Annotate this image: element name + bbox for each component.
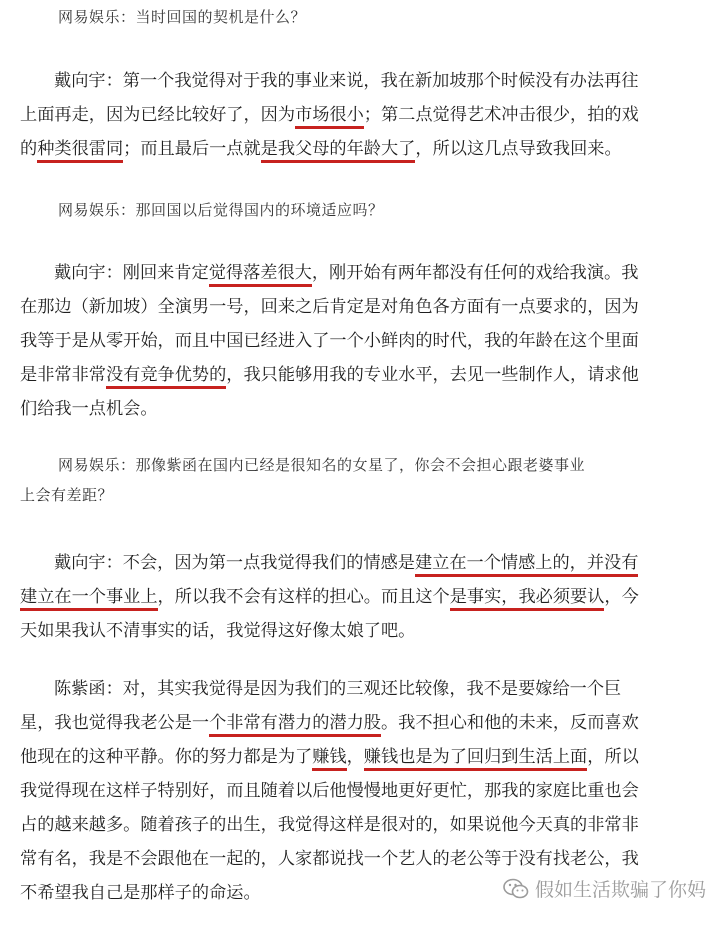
answer-4-line-4: 我觉得现在这样子特别好，而且随着以后他慢慢地更好更忙，那我的家庭比重也会	[20, 781, 639, 801]
text-segment: 。我不担心和他的未来，反而喜欢	[380, 713, 639, 733]
text-segment: 是非常非常	[20, 365, 106, 385]
highlight-underline: 没有竞争优势的	[106, 365, 226, 389]
text-segment: ，	[346, 747, 364, 767]
text-segment: 星，我也觉得我老公是一	[20, 713, 210, 733]
answer-1-line-1: 戴向宇：第一个我觉得对于我的事业来说，我在新加坡那个时候没有办法再往	[54, 71, 639, 91]
answer-3-line-1	[20, 546, 710, 580]
text-segment: ，刚开始有两年都没有任何的戏给我演。我	[311, 263, 639, 283]
text-segment: 上面再走，因为已经比较好了，因为	[20, 105, 296, 125]
answer-1-line-2	[20, 98, 710, 132]
text-segment: 的	[20, 139, 38, 159]
answer-2-line-1	[20, 256, 710, 290]
answer-3-line-2	[20, 580, 710, 614]
text-segment: 戴向宇：刚回来肯定	[54, 263, 209, 283]
text-segment: ；而且最后一点就	[123, 139, 261, 159]
answer-4-line-3	[20, 740, 710, 774]
wechat-icon	[503, 878, 529, 900]
highlight-underline: 建立在一个事业上	[20, 587, 158, 611]
highlight-underline: 是我父母的年龄大了	[261, 139, 416, 163]
answer-1	[20, 64, 710, 166]
text-segment: 戴向宇：不会，因为第一点我觉得我们的情感是	[54, 553, 415, 573]
answer-2	[20, 256, 710, 426]
text-segment: ，我只能够用我的专业水平，去见一些制作人，请求他	[226, 365, 639, 385]
answer-3-line-3: 天如果我认不清事实的话，我觉得这好像太娘了吧。	[20, 621, 416, 641]
text-segment: ，所以这几点导致我回来。	[415, 139, 622, 159]
question-3-line-1: 网易娱乐：那像紫函在国内已经是很知名的女星了，你会不会担心跟老婆事业	[58, 456, 586, 474]
highlight-underline: 种类很雷同	[37, 139, 123, 163]
answer-4-line-5: 占的越来越多。随着孩子的出生，我觉得这样是很对的，如果说他今天真的非常非	[20, 815, 639, 835]
answer-2-line-3: 我等于是从零开始，而且中国已经进入了一个小鲜肉的时代，我的年龄在这个里面	[20, 331, 639, 351]
question-3	[20, 450, 710, 510]
highlight-underline: 是事实，我必须要认	[450, 587, 605, 611]
answer-4-line-7: 不希望我自己是那样子的命运。	[20, 883, 261, 903]
answer-1-line-3	[20, 132, 710, 166]
highlight-underline: 建立在一个情感上的，并没有	[415, 553, 638, 577]
answer-4-line-2	[20, 706, 710, 740]
highlight-underline: 赚钱	[312, 747, 346, 771]
watermark-text: 假如生活欺骗了你妈	[534, 879, 706, 901]
text-segment: ；第二点觉得艺术冲击很少，拍的戏	[363, 105, 639, 125]
highlight-underline: 觉得落差很大	[209, 263, 312, 287]
text-segment: ，今	[604, 587, 639, 607]
highlight-underline: 个非常有潜力的潜力股	[209, 713, 381, 737]
highlight-underline: 赚钱也是为了回归到生活上面	[364, 747, 587, 771]
text-segment: 他现在的这种平静。你的努力都是为了	[20, 747, 313, 767]
watermark	[503, 875, 706, 902]
text-segment: ，所以	[587, 747, 639, 767]
answer-2-line-5: 们给我一点机会。	[20, 399, 158, 419]
question-1	[20, 2, 710, 32]
answer-2-line-2: 在那边（新加坡）全演男一号，回来之后肯定是对角色各方面有一点要求的，因为	[20, 297, 639, 317]
answer-2-line-4	[20, 358, 710, 392]
question-3-line-2: 上会有差距？	[20, 486, 114, 504]
answer-4-line-6: 常有名，我是不会跟他在一起的，人家都说找一个艺人的老公等于没有找老公，我	[20, 849, 639, 869]
question-1-text: 网易娱乐：当时回国的契机是什么？	[58, 8, 307, 26]
highlight-underline: 市场很小	[295, 105, 364, 129]
answer-4-line-1: 陈紫函：对，其实我觉得是因为我们的三观还比较像，我不是要嫁给一个巨	[54, 679, 622, 699]
question-2	[20, 195, 710, 225]
question-2-text: 网易娱乐：那回国以后觉得国内的环境适应吗？	[58, 201, 384, 219]
answer-3	[20, 546, 710, 648]
text-segment: ，所以我不会有这样的担心。而且这个	[157, 587, 450, 607]
